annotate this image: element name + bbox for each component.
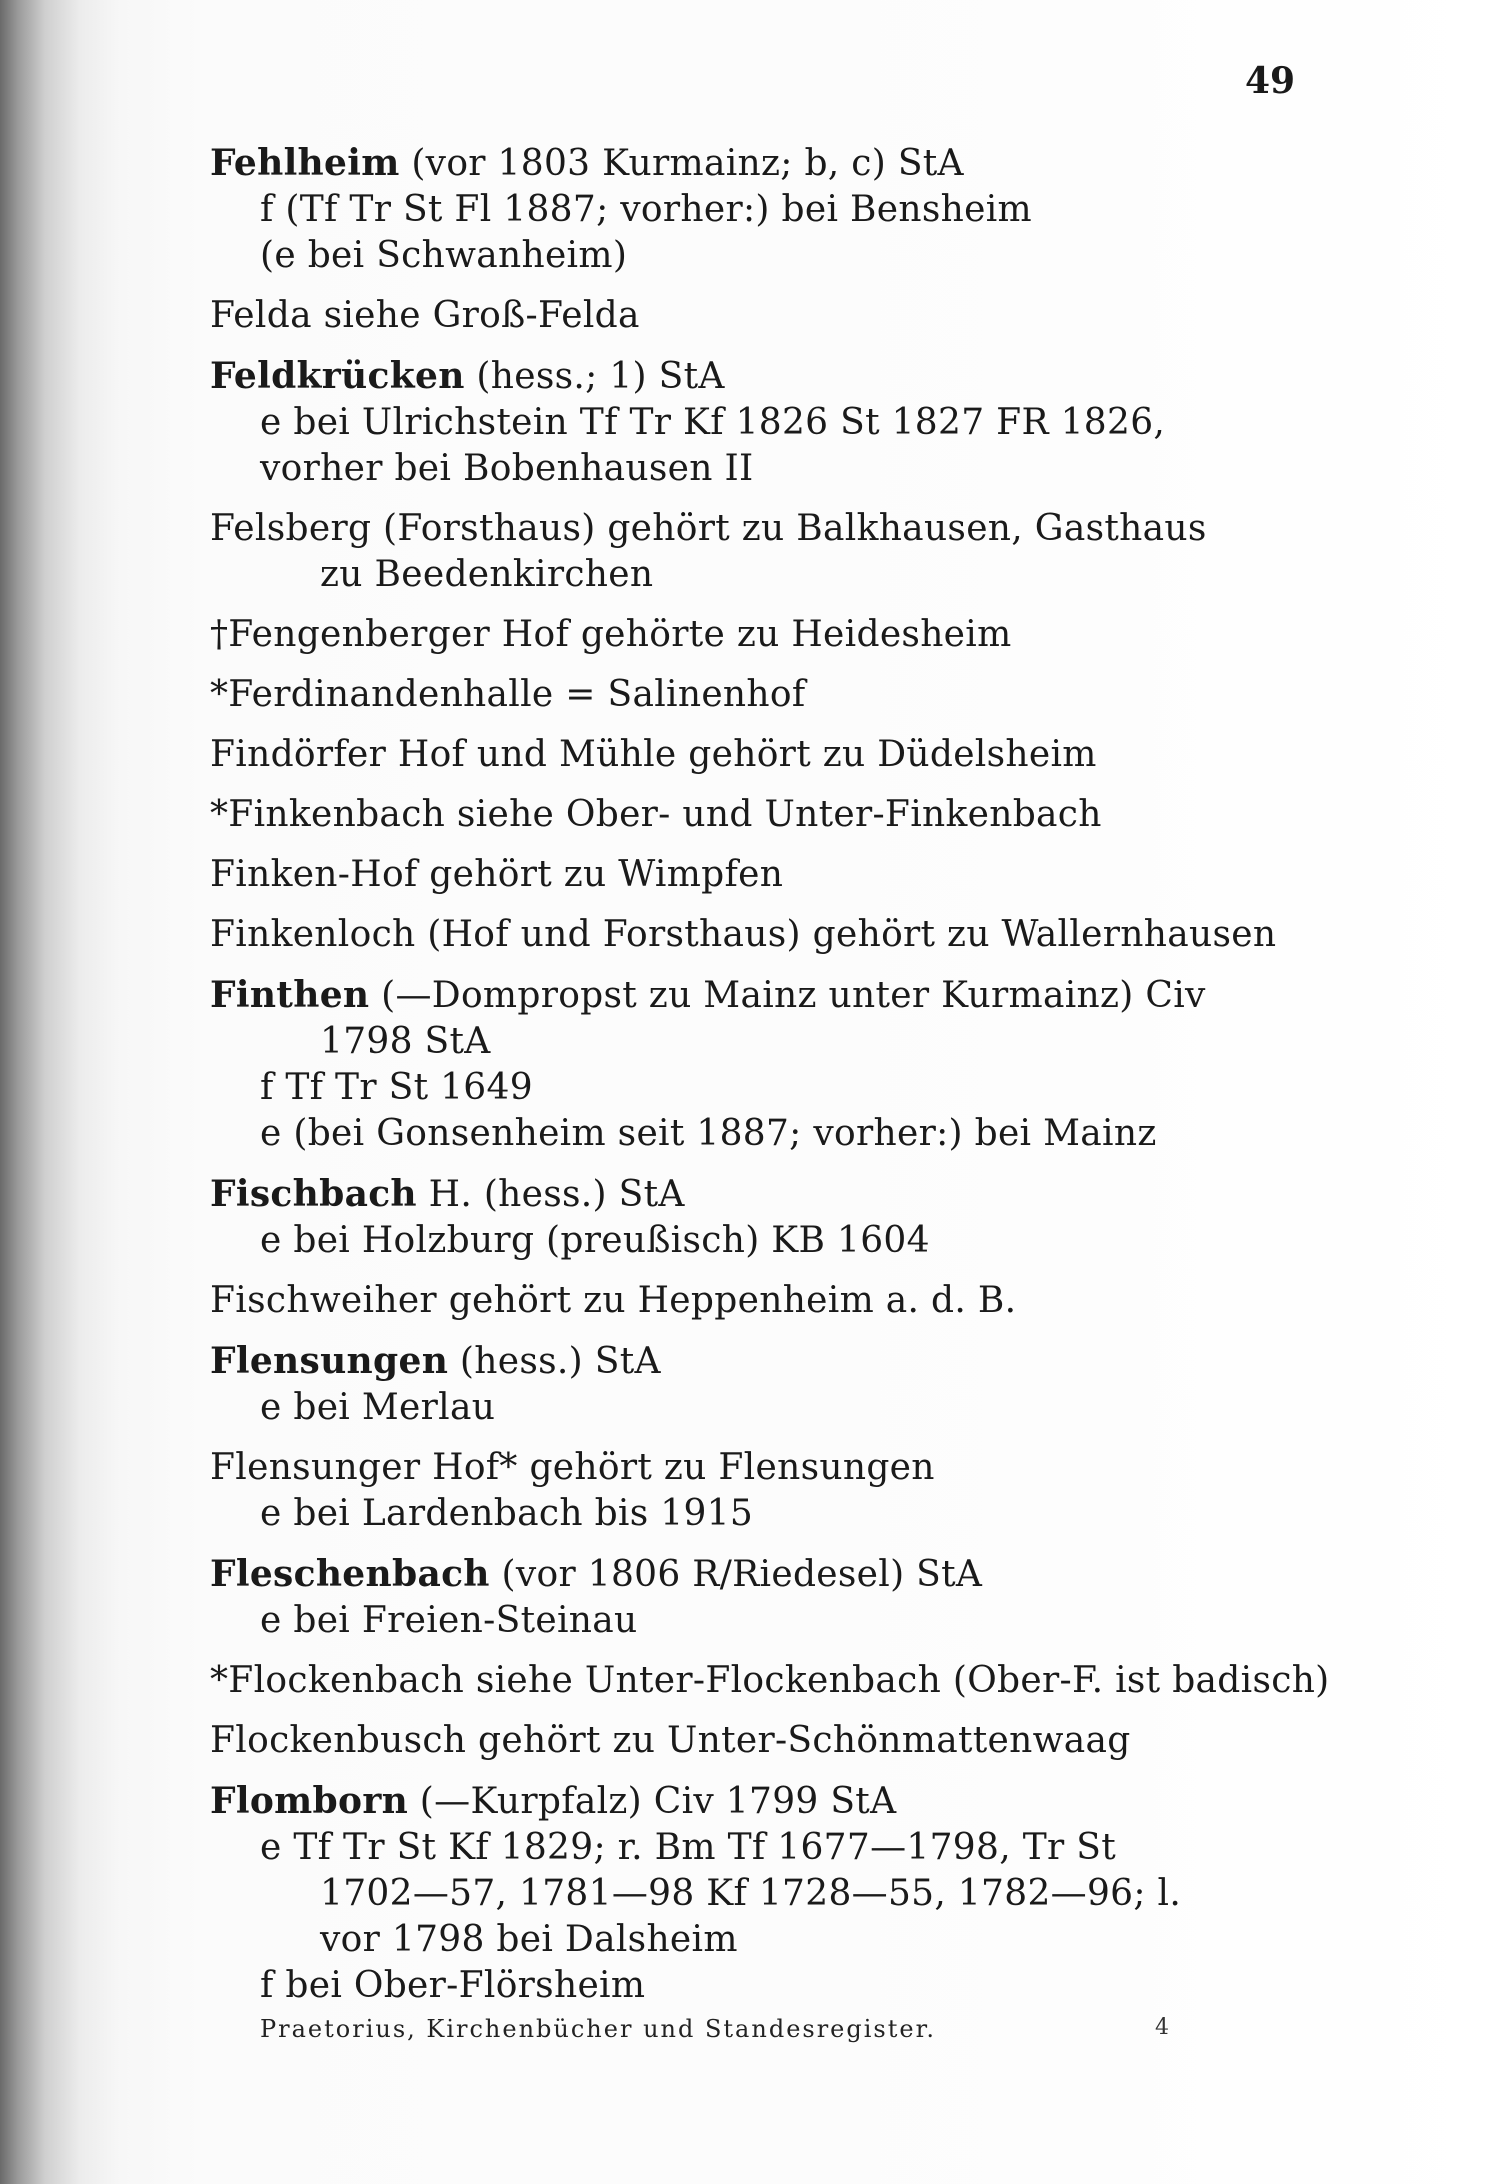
entry-text: (e bei Schwanheim) — [260, 235, 628, 276]
register-entry — [210, 912, 1330, 958]
register-entry — [210, 506, 1330, 598]
entry-text: e bei Holzburg (preußisch) KB 1604 — [260, 1220, 930, 1261]
entry-headword: Flomborn — [210, 1780, 409, 1822]
register-entry — [210, 852, 1330, 898]
entry-text: (—Dompropst zu Mainz unter Kurmainz) Civ — [369, 975, 1206, 1016]
register-entry — [210, 1445, 1330, 1537]
entry-line — [210, 353, 1330, 400]
entry-text: e (bei Gonsenheim seit 1887; vorher:) bei Mainz — [260, 1113, 1157, 1154]
entry-line — [210, 140, 1330, 187]
entry-line — [210, 1778, 1330, 1825]
entry-line — [210, 732, 1330, 778]
entry-headword: Feldkrücken — [210, 355, 465, 397]
entry-line — [210, 1385, 1330, 1431]
entry-line — [210, 1111, 1330, 1157]
entry-text: 1798 StA — [320, 1021, 491, 1062]
entry-line — [210, 506, 1330, 552]
entry-headword: Flensungen — [210, 1340, 449, 1382]
entry-line — [210, 1871, 1330, 1917]
entry-headword: Finthen — [210, 974, 370, 1016]
entry-text: f bei Ober-Flörsheim — [260, 1965, 646, 2006]
register-entry — [210, 1171, 1330, 1264]
entry-line — [210, 1718, 1330, 1764]
register-entry — [210, 140, 1330, 279]
register-entry — [210, 1338, 1330, 1431]
entry-text: zu Beedenkirchen — [320, 554, 654, 595]
entry-text: Felda siehe Groß-Felda — [210, 295, 640, 336]
entry-text: f Tf Tr St 1649 — [260, 1067, 533, 1108]
entry-line — [210, 187, 1330, 233]
register-entries — [210, 140, 1330, 2023]
entry-line — [210, 1278, 1330, 1324]
entry-text: (—Kurpfalz) Civ 1799 StA — [408, 1781, 897, 1822]
register-entry — [210, 1778, 1330, 2009]
register-entry — [210, 353, 1330, 492]
register-entry — [210, 732, 1330, 778]
entry-line — [210, 400, 1330, 446]
register-entry — [210, 792, 1330, 838]
entry-headword: Fleschenbach — [210, 1553, 490, 1595]
entry-line — [210, 1445, 1330, 1491]
entry-text: 1702—57, 1781—98 Kf 1728—55, 1782—96; l. — [320, 1873, 1182, 1914]
entry-text: Felsberg (Forsthaus) gehört zu Balkhausen, Gasthaus — [210, 508, 1207, 549]
entry-text: e bei Merlau — [260, 1387, 496, 1428]
entry-line — [210, 446, 1330, 492]
register-entry — [210, 293, 1330, 339]
entry-text: †Fengenberger Hof gehörte zu Heidesheim — [210, 614, 1012, 655]
entry-line — [210, 612, 1330, 658]
entry-text: (vor 1806 R/Riedesel) StA — [489, 1554, 983, 1595]
entry-text: Finken-Hof gehört zu Wimpfen — [210, 854, 784, 895]
entry-text: (hess.; 1) StA — [464, 356, 725, 397]
footer-signature: 4 — [1155, 2015, 1169, 2040]
register-entry — [210, 1718, 1330, 1764]
entry-text: vor 1798 bei Dalsheim — [320, 1919, 738, 1960]
entry-headword: Fehlheim — [210, 142, 400, 184]
entry-line — [210, 1019, 1330, 1065]
entry-text: e bei Lardenbach bis 1915 — [260, 1493, 754, 1534]
entry-text: e bei Freien-Steinau — [260, 1600, 638, 1641]
entry-line — [210, 1218, 1330, 1264]
entry-text: (vor 1803 Kurmainz; b, c) StA — [399, 143, 964, 184]
entry-text: Flensunger Hof* gehört zu Flensungen — [210, 1447, 935, 1488]
entry-line — [210, 792, 1330, 838]
entry-text: (hess.) StA — [448, 1341, 661, 1382]
register-entry — [210, 612, 1330, 658]
entry-line — [210, 1963, 1330, 2009]
page-number: 49 — [1245, 60, 1296, 102]
entry-text: e Tf Tr St Kf 1829; r. Bm Tf 1677—1798, Tr St — [260, 1827, 1116, 1868]
register-entry — [210, 1658, 1330, 1704]
entry-line — [210, 1551, 1330, 1598]
entry-line — [210, 1171, 1330, 1218]
entry-line — [210, 1917, 1330, 1963]
entry-line — [210, 1825, 1330, 1871]
entry-line — [210, 293, 1330, 339]
entry-line — [210, 552, 1330, 598]
entry-line — [210, 1658, 1330, 1704]
entry-text: Findörfer Hof und Mühle gehört zu Düdelsheim — [210, 734, 1097, 775]
entry-text: f (Tf Tr St Fl 1887; vorher:) bei Bensheim — [260, 189, 1032, 230]
register-entry — [210, 972, 1330, 1157]
entry-line — [210, 852, 1330, 898]
entry-text: *Finkenbach siehe Ober- und Unter-Finkenbach — [210, 794, 1102, 835]
entry-line — [210, 1338, 1330, 1385]
register-entry — [210, 1278, 1330, 1324]
entry-line — [210, 233, 1330, 279]
footer-citation: Praetorius, Kirchenbücher und Standesregister. — [260, 2015, 937, 2043]
entry-line — [210, 1491, 1330, 1537]
entry-text: *Flockenbach siehe Unter-Flockenbach (Ober-F. ist badisch) — [210, 1660, 1330, 1701]
entry-line — [210, 1065, 1330, 1111]
entry-headword: Fischbach — [210, 1173, 417, 1215]
entry-text: vorher bei Bobenhausen II — [260, 448, 754, 489]
entry-text: Fischweiher gehört zu Heppenheim a. d. B. — [210, 1280, 1017, 1321]
entry-text: Finkenloch (Hof und Forsthaus) gehört zu Wallernhausen — [210, 914, 1277, 955]
register-entry — [210, 672, 1330, 718]
entry-text: Flockenbusch gehört zu Unter-Schönmattenwaag — [210, 1720, 1131, 1761]
entry-text: e bei Ulrichstein Tf Tr Kf 1826 St 1827 FR 1826, — [260, 402, 1166, 443]
entry-text: H. (hess.) StA — [416, 1174, 685, 1215]
entry-line — [210, 972, 1330, 1019]
entry-text: *Ferdinandenhalle = Salinenhof — [210, 674, 806, 715]
entry-line — [210, 672, 1330, 718]
entry-line — [210, 1598, 1330, 1644]
entry-line — [210, 912, 1330, 958]
register-entry — [210, 1551, 1330, 1644]
